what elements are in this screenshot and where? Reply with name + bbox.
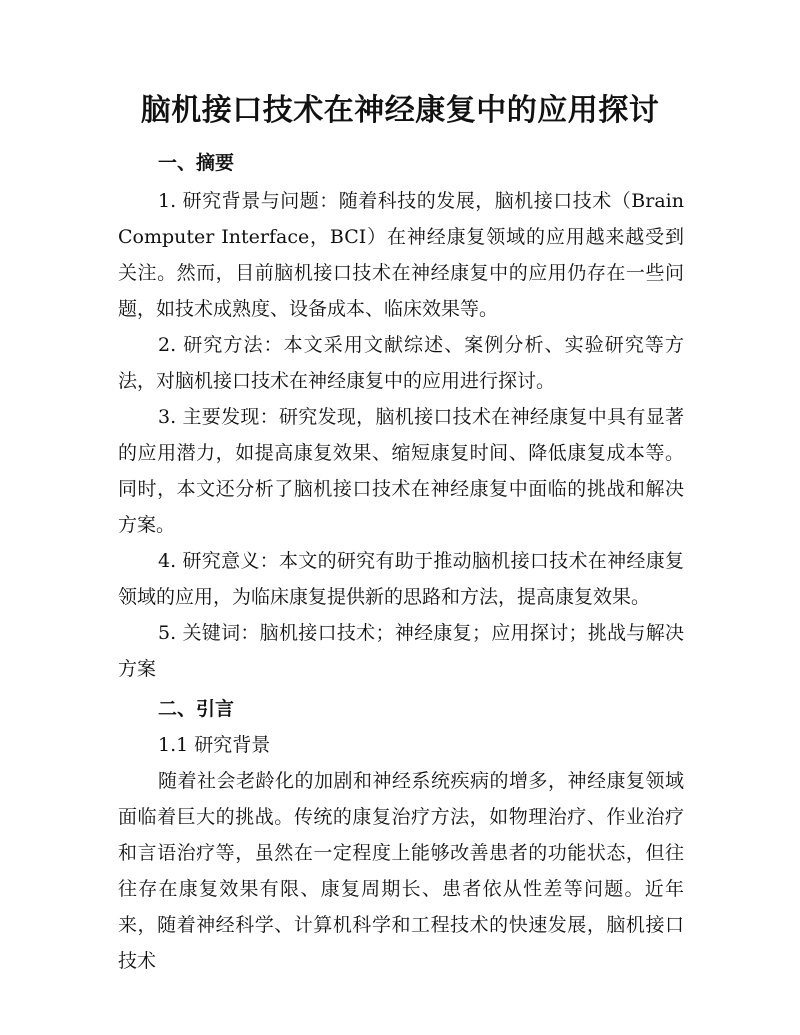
introduction-heading: 二、引言	[158, 698, 235, 720]
abstract-heading: 一、摘要	[158, 152, 235, 174]
document-title: 脑机接口技术在神经康复中的应用探讨	[140, 93, 660, 128]
introduction-paragraph: 随着社会老龄化的加剧和神经系统疾病的增多，神经康复领域面临着巨大的挑战。传统的康复治疗方法，如物理治疗、作业治疗和言语治疗等，虽然在一定程度上能够改善患者的功能状态，但往往存在康复效果有限、康复周期长、患者依从性差等问题。近年来，随着神经科学、计算机科学和工程技术的快速发展，脑机接口技术	[118, 770, 684, 972]
abstract-item-5: 5. 关键词：脑机接口技术；神经康复；应用探讨；挑战与解决方案	[118, 622, 684, 680]
research-background-heading: 1.1 研究背景	[158, 734, 271, 756]
abstract-item-3: 3. 主要发现：研究发现，脑机接口技术在神经康复中具有显著的应用潜力，如提高康复效果、缩短康复时间、降低康复成本等。同时，本文还分析了脑机接口技术在神经康复中面临的挑战和解决方案。	[118, 406, 684, 536]
abstract-item-1: 1. 研究背景与问题：随着科技的发展，脑机接口技术（BrainComputer Interface，BCI）在神经康复领域的应用越来越受到关注。然而，目前脑机接口技术在神经康复中的应用仍存在一些问题，如技术成熟度、设备成本、临床效果等。	[118, 190, 684, 320]
document-body	[118, 145, 684, 979]
abstract-item-2: 2. 研究方法：本文采用文献综述、案例分析、实验研究等方法，对脑机接口技术在神经康复中的应用进行探讨。	[118, 334, 684, 392]
abstract-item-4: 4. 研究意义：本文的研究有助于推动脑机接口技术在神经康复领域的应用，为临床康复提供新的思路和方法，提高康复效果。	[118, 550, 684, 608]
